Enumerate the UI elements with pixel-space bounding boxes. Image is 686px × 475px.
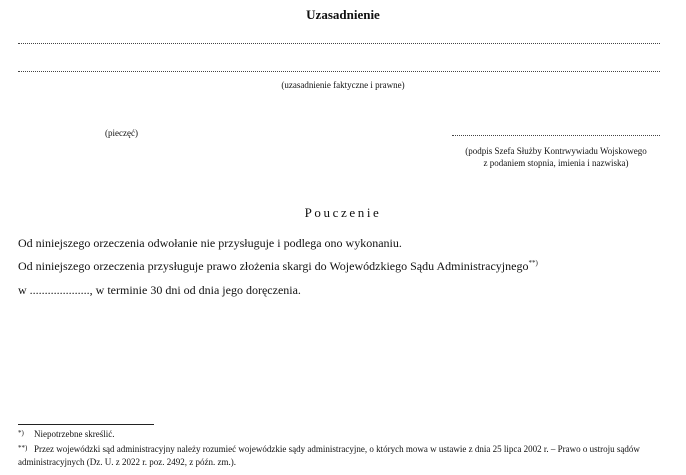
footnote-2-text: Przez wojewódzki sąd administracyjny należy rozumieć wojewódzkie sądy administracyjne, o których mowa w ustawie z dnia 25 lipca 2002 r. – Prawo o ustroju sądów administracyjnych (Dz. U. z 2022 r. poz. 2492, z późn. zm.). xyxy=(18,444,640,467)
seal-label: (pieczęć) xyxy=(105,128,138,138)
instruction-paragraph-3: w ...................., w terminie 30 dni od dnia jego doręczenia. xyxy=(18,283,301,297)
footnote-1-text: Niepotrzebne skreślić. xyxy=(34,429,115,439)
justification-caption: (uzasadnienie faktyczne i prawne) xyxy=(281,80,405,90)
footnote-separator xyxy=(18,424,154,425)
footnote-reference-mark: **) xyxy=(528,259,538,267)
document-title: Uzasadnienie xyxy=(306,7,380,22)
footnote-1 xyxy=(18,427,114,441)
footnote-2 xyxy=(18,442,668,469)
justification-dotted-line-1 xyxy=(18,43,660,44)
signature-caption xyxy=(452,145,660,169)
footnote-1-mark: *) xyxy=(18,429,24,437)
signature-caption-line-1: (podpis Szefa Służby Kontrwywiadu Wojskowego xyxy=(465,146,647,156)
instruction-paragraph-2 xyxy=(18,259,538,274)
instruction-paragraph-1: Od niniejszego orzeczenia odwołanie nie przysługuje i podlega ono wykonaniu. xyxy=(18,236,402,250)
footnote-2-mark: **) xyxy=(18,444,28,452)
signature-caption-line-2: z podaniem stopnia, imienia i nazwiska) xyxy=(483,158,629,168)
signature-dotted-line xyxy=(452,135,660,136)
justification-dotted-line-2 xyxy=(18,71,660,72)
instruction-paragraph-2-text: Od niniejszego orzeczenia przysługuje prawo złożenia skargi do Wojewódzkiego Sądu Administracyjnego xyxy=(18,259,529,273)
instruction-heading: Pouczenie xyxy=(304,205,382,220)
